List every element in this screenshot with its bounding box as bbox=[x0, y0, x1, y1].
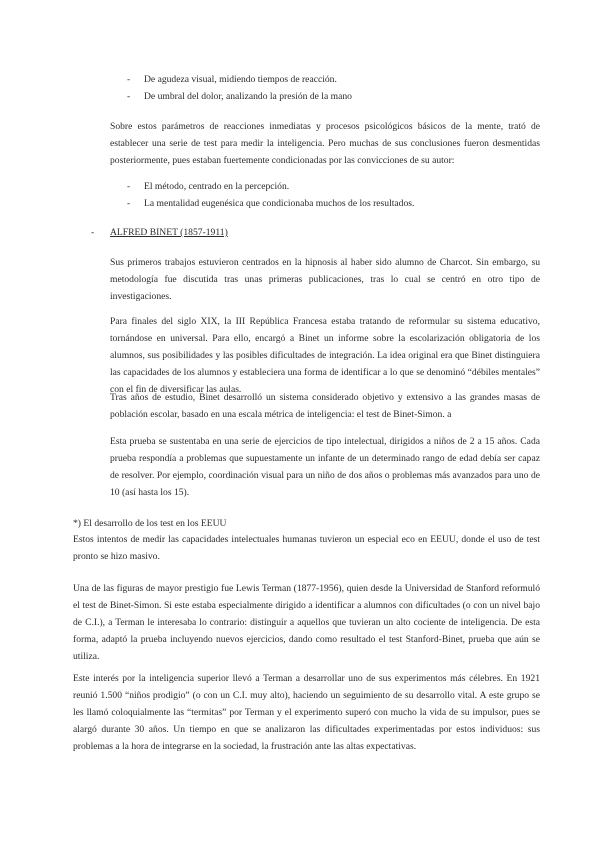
list-item bbox=[127, 71, 547, 88]
list-item bbox=[127, 195, 547, 212]
paragraph-eeuu-intro: Estos intentos de medir las capacidades intelectuales humanas tuvieron un especial eco en EEUU, donde el uso de test pronto se hizo masivo. bbox=[73, 534, 540, 562]
paragraph-binet-republica: Para finales del siglo XIX, la III República Francesa estaba tratando de reformular su sistema educativo, tornándose en universal. Para ello, encargó a Binet un informe sobre la escolarización obligatoria de los alumnos, sus posibilidades y las posibles dificultades de integración. La idea original era que Binet distinguiera las capacidades de los alumnos y estableciera una forma de identificar a lo que se denominó “débiles mentales” con el fin de diversificar las aulas. bbox=[110, 316, 540, 395]
bullet-marker: - bbox=[91, 227, 95, 238]
heading-text: ALFRED BINET (1857-1911) bbox=[110, 227, 228, 238]
list-item bbox=[127, 88, 547, 105]
paragraph-terman-stanford: Una de las figuras de mayor prestigio fue Lewis Terman (1877-1956), quien desde la Universidad de Stanford reformuló el test de Binet-Simon. Si este estaba especialmente dirigido a identificar a alumnos con dificultades (o con un nivel bajo de C.I.), a Terman le interesaba lo contrario: distinguir a aquellos que tuvieran un alto cociente de inteligencia. De esta forma, adaptó la prueba incluyendo nuevos ejercicios, dando como resultado el test Stanford-Binet, prueba que aún se utiliza. bbox=[73, 583, 540, 662]
paragraph-galton: Sobre estos parámetros de reacciones inmediatas y procesos psicológicos básicos de la mente, trató de establecer una serie de test para medir la inteligencia. Pero muchas de sus conclusiones fueron desmentidas posteriormente, pues estaban fuertemente condicionadas por las convicciones de su autor: bbox=[110, 121, 540, 166]
section-heading-eeuu: *) El desarrollo de los test en los EEUU bbox=[73, 518, 227, 529]
list-item-text: La mentalidad eugenésica que condicionaba muchos de los resultados. bbox=[144, 198, 415, 209]
paragraph-terman-termitas: Este interés por la inteligencia superior llevó a Terman a desarrollar uno de sus experimentos más célebres. En 1921 reunió 1.500 “niños prodigio” (o con un C.I. muy alto), haciendo un seguimiento de su desarrollo vital. A este grupo se les llamó coloquialmente las “termitas” por Terman y el experimento superó con mucho la vida de su impulsor, pues se alargó durante 30 años. Un tiempo en que se analizaron las dificultades experimentadas por estos individuos: sus problemas a la hora de integrarse en la sociedad, la frustración ante las altas expectativas. bbox=[73, 673, 540, 752]
bullet-marker: - bbox=[127, 74, 131, 85]
list-item-text: El método, centrado en la percepción. bbox=[144, 181, 290, 192]
list-item-text: De agudeza visual, midiendo tiempos de reacción. bbox=[144, 74, 337, 85]
paragraph-binet-sistema: Tras años de estudio, Binet desarrolló un sistema considerado objetivo y extensivo a las grandes masas de población escolar, basado en una escala métrica de inteligencia: el test de Binet-Simon. a bbox=[110, 392, 540, 420]
paragraph-binet-hipnosis: Sus primeros trabajos estuvieron centrados en la hipnosis al haber sido alumno de Charcot. Sin embargo, su metodología fue discutida tras unas primeras publicaciones, tras lo cual se centró en otro tipo de investigaciones. bbox=[110, 257, 540, 302]
list-item bbox=[127, 178, 547, 195]
bullet-list-criticism bbox=[127, 178, 547, 212]
section-heading-binet bbox=[91, 224, 228, 241]
bullet-list-tests bbox=[127, 71, 547, 105]
bullet-marker: - bbox=[127, 198, 131, 209]
bullet-marker: - bbox=[127, 91, 131, 102]
bullet-marker: - bbox=[127, 181, 131, 192]
paragraph-binet-prueba: Esta prueba se sustentaba en una serie de ejercicios de tipo intelectual, dirigidos a niños de 2 a 15 años. Cada prueba respondía a problemas que supuestamente un infante de un determinado rango de edad debía ser capaz de resolver. Por ejemplo, coordinación visual para un niño de dos años o problemas más avanzados para uno de 10 (así hasta los 15). bbox=[110, 436, 540, 498]
list-item-text: De umbral del dolor, analizando la presión de la mano bbox=[144, 91, 352, 102]
